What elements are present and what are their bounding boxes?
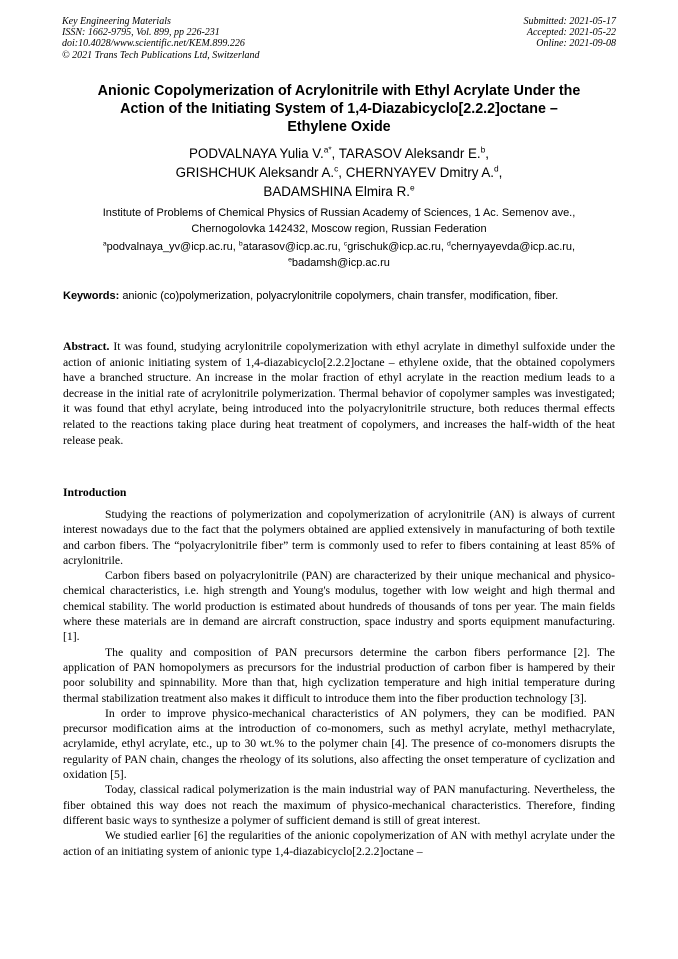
author-name: BADAMSHINA Elmira R. [263, 184, 410, 199]
title-line: Action of the Initiating System of 1,4-Diazabicyclo[2.2.2]octane – [120, 101, 558, 117]
author-line: PODVALNAYA Yulia V.$^{a*}$, TARASOV Aleksandr E.$^b$, [188, 144, 490, 161]
introduction-body [63, 507, 615, 859]
journal-name: Key Engineering Materials [62, 16, 171, 27]
affiliation-line: Chernogolovka 142432, Moscow region, Russian Federation [191, 222, 487, 235]
journal-doi: doi:10.4028/www.scientific.net/KEM.899.226 [62, 38, 245, 50]
paper-title [55, 82, 623, 136]
email-c[interactable]: grischuk@icp.ac.ru, [347, 241, 444, 253]
affiliation [55, 206, 623, 237]
keywords-label: Keywords: [63, 290, 120, 302]
online-date: Online: 2021-09-08 [536, 38, 616, 50]
author-sup: e [409, 182, 415, 193]
email-b[interactable]: atarasov@icp.ac.ru, [242, 241, 341, 253]
keywords [63, 289, 615, 305]
email-line: $^a$podvalnaya_yv@icp.ac.ru, $^b$atarasov@icp.ac.ru, $^c$grischuk@icp.ac.ru, $^d$chernyayevda@icp.ac.ru, [102, 240, 576, 253]
submitted-date: Submitted: 2021-05-17 [523, 16, 616, 27]
author-name: TARASOV Aleksandr E. [338, 146, 481, 161]
submission-dates [524, 16, 617, 50]
author-sup: b [480, 144, 486, 155]
paragraph: Carbon fibers based on polyacrylonitrile (PAN) are characterized by their unique mechanical and physico-chemical characteristics, i.e. high strength and Young's modulus, together with low weight and high thermal and chemical stability. The world production is estimated about hundreds of thousands of tons per year. The main fields where these materials are in demand are aircraft construction, space industry and sports equipment manufacturing. [1]. [63, 569, 615, 644]
affiliation-line: Institute of Problems of Chemical Physics of Russian Academy of Sciences, 1 Ac. Semenov ave., [102, 207, 576, 219]
journal-info [62, 16, 260, 61]
title-line: Anionic Copolymerization of Acrylonitrile with Ethyl Acrylate Under the [97, 83, 581, 99]
introduction-heading: Introduction [63, 486, 127, 499]
abstract [63, 339, 615, 448]
email-d[interactable]: chernyayevda@icp.ac.ru, [450, 241, 576, 253]
abstract-text: It was found, studying acrylonitrile copolymerization with ethyl acrylate in dimethyl sulfoxide under the action of anionic initiating system of 1,4-diazabicyclo[2.2.2]octane – ethylene oxide, that the obtained copolymers have a branched structure. An increase in the molar fraction of ethyl acrylate in the reaction medium leads to a decrease in the initial rate of acrylonitrile polymerization. Thermal behavior of copolymer samples was investigated; it was found that ethyl acrylate, being introduced into the polyacrylonitrile structure, both reduces thermal effects related to the reactions taking place during heat treatment of copolymers, and increases the half-width of the heat release peak. [63, 340, 616, 447]
author-name: CHERNYAYEV Dmitry A. [345, 165, 495, 180]
keywords-text: anionic (co)polymerization, polyacrylonitrile copolymers, chain transfer, modification, fiber. [122, 290, 559, 302]
paragraph: Studying the reactions of polymerization and copolymerization of acrylonitrile (AN) is always of current interest nowadays due to the fact that the polymers obtained are applied extensively in manufacturing of both textile and carbon fibers. The “polyacrylonitrile fiber” term is commonly used to refer to fibers containing at least 85% of acrylonitrile. [63, 508, 615, 567]
author-emails [50, 240, 628, 271]
title-line: Ethylene Oxide [287, 119, 391, 135]
email-e[interactable]: badamsh@icp.ac.ru [291, 256, 390, 269]
author-line: GRISHCHUK Aleksandr A.$^c$, CHERNYAYEV Dmitry A.$^d$, [175, 163, 503, 180]
author-sup: c [334, 163, 339, 174]
author-list [40, 144, 638, 201]
paragraph: The quality and composition of PAN precursors determine the carbon fibers performance [2]. The application of PAN homopolymers as precursors for the industrial production of carbon fiber is hampered by their poor solubility and spinnability. More than that, high cyclization temperature and high initial temperature during thermal stabilization treatment also makes it difficult to introduce them into the fiber production technology [3]. [63, 645, 615, 705]
author-sup: d [494, 163, 499, 174]
accepted-date: Accepted: 2021-05-22 [526, 27, 616, 39]
email-line: $^e$badamsh@icp.ac.ru [288, 255, 390, 269]
author-name: GRISHCHUK Aleksandr A. [175, 165, 335, 180]
paragraph: We studied earlier [6] the regularities of the anionic copolymerization of AN with methyl acrylate under the action of an initiating system of anionic type 1,4-diazabicyclo[2.2.2]octane – [63, 829, 615, 858]
journal-copyright: © 2021 Trans Tech Publications Ltd, Switzerland [62, 49, 260, 61]
abstract-label: Abstract. [63, 340, 110, 353]
journal-issn: ISSN: 1662-9795, Vol. 899, pp 226-231 [62, 27, 220, 39]
paragraph: Today, classical radical polymerization is the main industrial way of PAN manufacturing. Nevertheless, the fiber obtained this way does not reach the maximum of physico-mechanical characteristics. Therefore, finding different basic ways to synthesize a polymer of sufficient demand is still of great interest. [63, 783, 615, 827]
email-a[interactable]: podvalnaya_yv@icp.ac.ru, [106, 241, 236, 253]
author-name: PODVALNAYA Yulia V. [188, 146, 324, 161]
paragraph: In order to improve physico-mechanical characteristics of AN polymers, they can be modified. PAN precursor modification aims at the introduction of co-monomers, such as methyl acrylate, methyl methacrylate, acrylamide, ethyl acrylate, etc., up to 30 wt.% to the polymer chain [4]. The presence of co-monomers disrupts the regularity of PAN chain, changes the rheology of its solutions, also affecting the onset temperature of cyclization and oxidation [5]. [63, 706, 615, 782]
author-sup: a* [323, 144, 332, 155]
author-line [40, 182, 638, 201]
